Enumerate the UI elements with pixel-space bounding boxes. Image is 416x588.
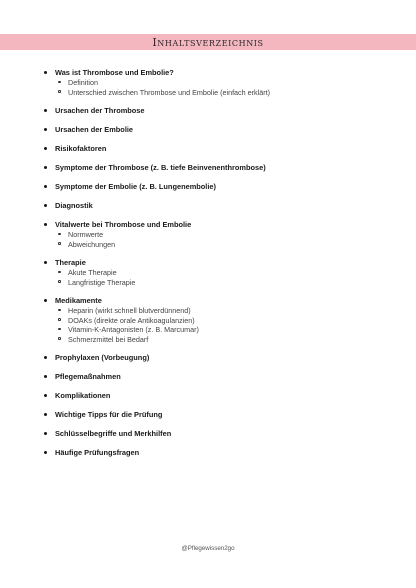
toc-item: [0, 429, 416, 439]
toc-subitems: [0, 230, 416, 249]
toc-item-label: Symptome der Thrombose (z. B. tiefe Beinvenenthrombose): [55, 163, 266, 172]
bullet-icon: [44, 185, 47, 188]
toc-subitem: [0, 278, 416, 288]
hollow-bullet-icon: [58, 271, 61, 274]
toc-item-label: Ursachen der Embolie: [55, 125, 134, 134]
hollow-bullet-icon: [58, 280, 61, 283]
hollow-bullet-icon: [58, 328, 61, 331]
toc-item: [0, 391, 416, 401]
bullet-icon: [44, 432, 47, 435]
toc-subitems: [0, 306, 416, 344]
toc-subitem: [0, 306, 416, 316]
toc-item: [0, 353, 416, 363]
bullet-icon: [44, 451, 47, 454]
hollow-bullet-icon: [58, 90, 61, 93]
bullet-icon: [44, 71, 47, 74]
bullet-icon: [44, 356, 47, 359]
toc-subitem: [0, 268, 416, 278]
toc-item-label: Pflegemaßnahmen: [55, 372, 121, 381]
toc-item: [0, 125, 416, 135]
toc-item: [0, 220, 416, 249]
toc-item-label: Symptome der Embolie (z. B. Lungenembolie): [55, 182, 216, 191]
toc-item: [0, 68, 416, 97]
toc-subitem-label: Langfristige Therapie: [68, 277, 136, 287]
toc-subitem-label: Akute Therapie: [68, 268, 117, 277]
toc-item: [0, 182, 416, 192]
toc-subitems: [0, 78, 416, 97]
bullet-icon: [44, 204, 47, 207]
bullet-icon: [44, 375, 47, 378]
footer-handle: @Pflegewissen2go: [181, 545, 235, 552]
toc-item: [0, 258, 416, 287]
toc-subitem-label: Definition: [68, 78, 98, 87]
toc-item-label: Häufige Prüfungsfragen: [55, 448, 140, 457]
toc-item-label: Medikamente: [55, 296, 102, 305]
toc-subitem-label: Normwerte: [68, 230, 104, 239]
bullet-icon: [44, 109, 47, 112]
toc-subitem: [0, 325, 416, 335]
toc-subitem-label: DOAKs (direkte orale Antikoagulanzien): [68, 315, 195, 325]
toc-item: [0, 410, 416, 420]
bullet-icon: [44, 147, 47, 150]
toc-item: [0, 372, 416, 382]
hollow-bullet-icon: [58, 242, 61, 245]
toc-item-label: Prophylaxen (Vorbeugung): [55, 353, 150, 362]
toc-item-label: Komplikationen: [55, 391, 111, 400]
toc-item-label: Schlüsselbegriffe und Merkhilfen: [55, 429, 172, 438]
toc-subitem: [0, 230, 416, 240]
hollow-bullet-icon: [58, 81, 61, 84]
toc-item-label: Vitalwerte bei Thrombose und Embolie: [55, 220, 192, 229]
table-of-contents: [0, 68, 416, 467]
page-title: Inhaltsverzeichnis: [152, 36, 264, 49]
bullet-icon: [44, 261, 47, 264]
toc-item-label: Ursachen der Thrombose: [55, 106, 145, 115]
toc-subitem-label: Abweichungen: [68, 239, 116, 249]
toc-subitem: [0, 316, 416, 326]
toc-item: [0, 296, 416, 344]
toc-item-label: Diagnostik: [55, 201, 93, 210]
toc-subitem-label: Heparin (wirkt schnell blutverdünnend): [68, 306, 191, 315]
toc-item-label: Therapie: [55, 258, 86, 267]
bullet-icon: [44, 128, 47, 131]
toc-subitem-label: Unterschied zwischen Thrombose und Embolie (einfach erklärt): [68, 87, 271, 97]
bullet-icon: [44, 413, 47, 416]
toc-subitem: [0, 88, 416, 98]
toc-subitems: [0, 268, 416, 287]
toc-subitem: [0, 78, 416, 88]
bullet-icon: [44, 166, 47, 169]
toc-item: [0, 201, 416, 211]
bullet-icon: [44, 223, 47, 226]
toc-item: [0, 144, 416, 154]
toc-item: [0, 163, 416, 173]
hollow-bullet-icon: [58, 318, 61, 321]
toc-item-label: Risikofaktoren: [55, 144, 107, 153]
toc-item: [0, 106, 416, 116]
toc-item-label: Wichtige Tipps für die Prüfung: [55, 410, 163, 419]
toc-subitem: [0, 335, 416, 345]
toc-subitem: [0, 240, 416, 250]
toc-subitem-label: Vitamin-K-Antagonisten (z. B. Marcumar): [68, 325, 199, 334]
hollow-bullet-icon: [58, 233, 61, 236]
bullet-icon: [44, 394, 47, 397]
toc-item: [0, 448, 416, 458]
toc-item-label: Was ist Thrombose und Embolie?: [55, 68, 174, 77]
bullet-icon: [44, 299, 47, 302]
hollow-bullet-icon: [58, 337, 61, 340]
hollow-bullet-icon: [58, 309, 61, 312]
toc-subitem-label: Schmerzmittel bei Bedarf: [68, 334, 149, 344]
